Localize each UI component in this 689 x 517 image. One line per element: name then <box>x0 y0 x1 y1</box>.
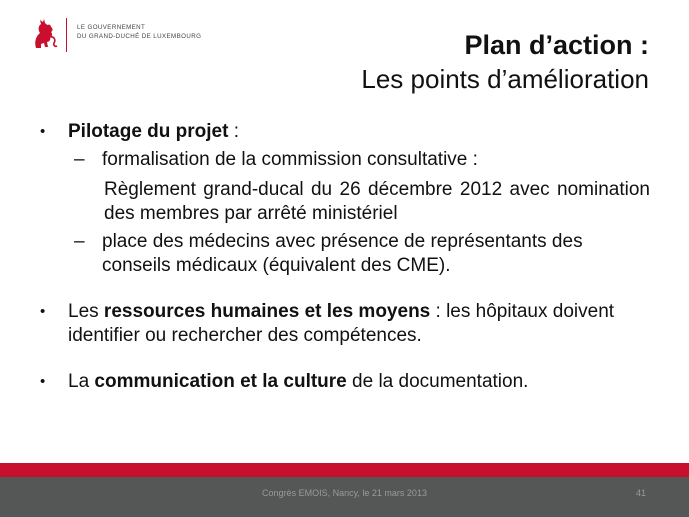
slide-title <box>361 28 649 96</box>
bullet-communication <box>40 370 650 394</box>
government-logo <box>30 18 201 54</box>
red-lion-icon <box>30 18 58 54</box>
sub-item-text: formalisation de la commission consultative : <box>102 149 478 170</box>
slide-content <box>40 120 650 394</box>
bullet-pre: La <box>68 371 95 392</box>
bullet-ressources <box>40 300 650 348</box>
bullet-post: : les hôpitaux doivent identifier ou rechercher des compétences. <box>68 301 615 346</box>
sub-item-detail: Règlement grand-ducal du 26 décembre 2012 avec nomination des membres par arrêté ministériel <box>104 179 650 224</box>
government-name <box>77 18 201 41</box>
bullet-bold: Pilotage du projet <box>68 121 229 142</box>
bullet-text <box>68 370 528 394</box>
page-number: 41 <box>635 488 646 498</box>
gov-line-2: DU GRAND-DUCHÉ DE LUXEMBOURG <box>77 33 202 40</box>
title-sub: Les points d’amélioration <box>361 64 649 94</box>
bullet-pilotage <box>40 120 650 144</box>
dash-icon: – <box>74 231 85 252</box>
footer-stripe <box>0 463 689 477</box>
bullet-bold: communication et la culture <box>94 371 347 392</box>
bullet-icon: • <box>40 373 46 390</box>
bullet-text <box>68 300 650 348</box>
sub-item-formalisation <box>74 148 650 172</box>
bullet-icon: • <box>40 303 46 320</box>
sub-item-medecins <box>74 230 650 278</box>
bullet-icon: • <box>40 123 46 140</box>
sub-item-text: place des médecins avec présence de représentants des conseils médicaux (équivalent des CME). <box>102 231 583 276</box>
title-main: Plan d’action : <box>464 30 649 60</box>
gov-line-1: LE GOUVERNEMENT <box>77 24 146 31</box>
bullet-pre: Les <box>68 301 104 322</box>
bullet-post: de la documentation. <box>346 371 529 392</box>
logo-divider <box>66 18 67 52</box>
footer-text: Congrès EMOIS, Nancy, le 21 mars 2013 <box>262 488 427 498</box>
bullet-text <box>68 120 239 144</box>
footer-bar <box>0 477 689 517</box>
bullet-bold: ressources humaines et les moyens <box>103 301 431 322</box>
bullet-rest: : <box>228 121 240 142</box>
dash-icon: – <box>74 149 85 170</box>
